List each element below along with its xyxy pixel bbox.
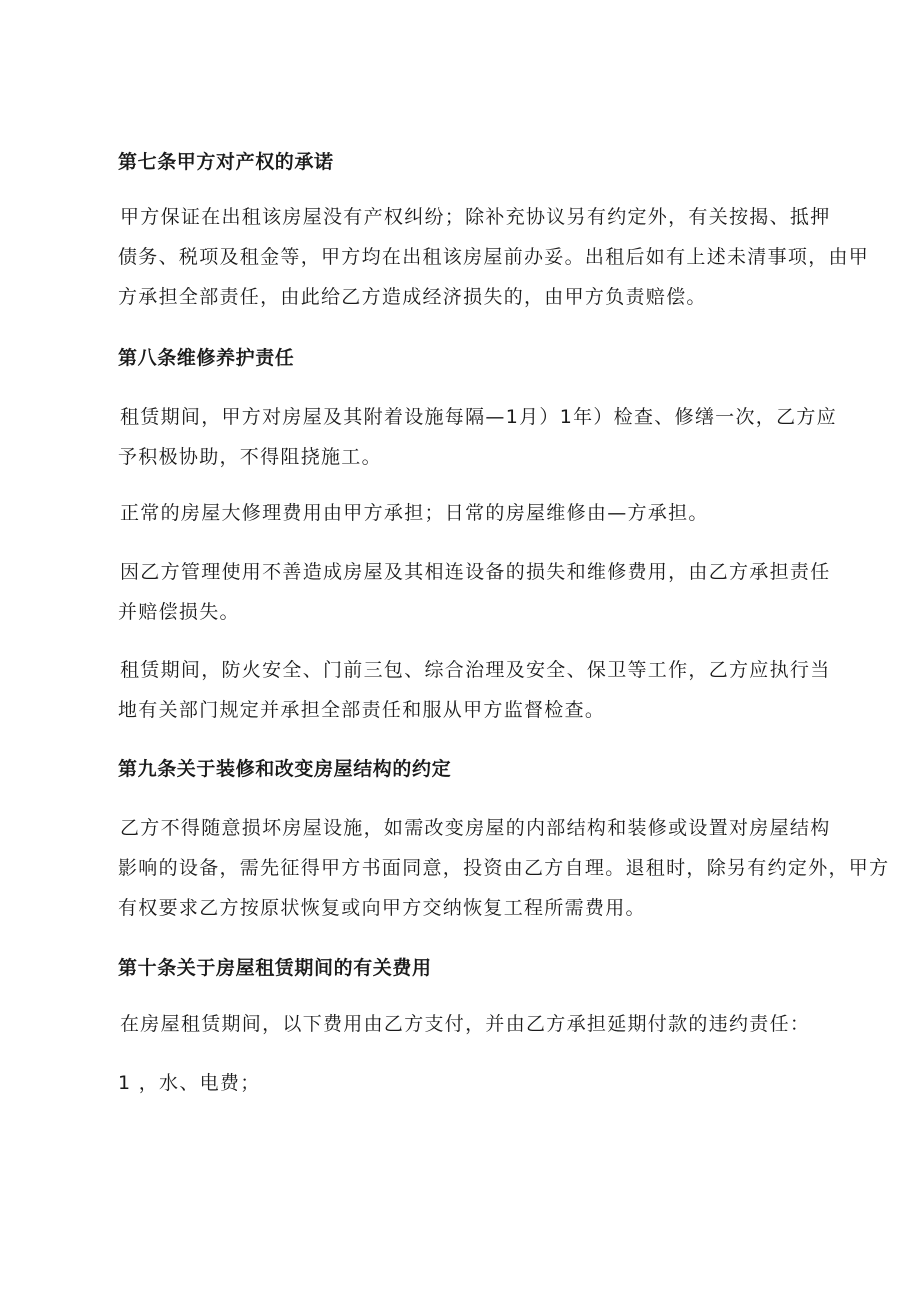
text-line: 因乙方管理使用不善造成房屋及其相连设备的损失和维修费用，由乙方承担责任 [120,561,831,583]
section-8-paragraph-1 [118,397,838,477]
text-line: 并赔偿损失。 [118,601,240,623]
text-line: 方承担全部责任，由此给乙方造成经济损失的，由甲方负责赔偿。 [118,286,707,308]
text-line: 有权要求乙方按原状恢复或向甲方交纳恢复工程所需费用。 [118,897,646,919]
section-heading-7: 第七条甲方对产权的承诺 [118,151,334,173]
section-heading-9: 第九条关于装修和改变房屋结构的约定 [118,758,452,780]
section-10-paragraph-1 [118,1004,838,1044]
text-line: 1 ，水、电费； [118,1072,261,1094]
section-8-paragraph-2 [118,493,838,533]
section-8-paragraph-4 [118,650,838,730]
text-line: 影响的设备，需先征得甲方书面同意，投资由乙方自理。退租时，除另有约定外，甲方 [118,857,890,879]
text-line: 正常的房屋大修理费用由甲方承担；日常的房屋维修由—方承担。 [120,502,709,524]
section-heading-8: 第八条维修养护责任 [118,347,295,369]
section-9-paragraph-1 [118,808,890,928]
section-7-paragraph-1 [118,197,870,317]
text-line: 乙方不得随意损坏房屋设施，如需改变房屋的内部结构和装修或设置对房屋结构 [120,817,831,839]
text-line: 予积极协助，不得阻挠施工。 [118,446,382,468]
text-line: 甲方保证在出租该房屋没有产权纠纷；除补充协议另有约定外，有关按揭、抵押 [120,206,831,228]
text-line: 租赁期间，防火安全、门前三包、综合治理及安全、保卫等工作，乙方应执行当 [120,659,831,681]
text-line: 地有关部门规定并承担全部责任和服从甲方监督检查。 [118,699,606,721]
text-line: 债务、税项及租金等，甲方均在出租该房屋前办妥。出租后如有上述未清事项，由甲 [118,246,870,268]
section-8-paragraph-3 [118,552,838,632]
text-line: 租赁期间，甲方对房屋及其附着设施每隔—1月）1年）检查、修缮一次，乙方应 [120,406,837,428]
section-10-list-item-1 [118,1063,838,1103]
text-line: 在房屋租赁期间，以下费用由乙方支付，并由乙方承担延期付款的违约责任： [120,1013,811,1035]
section-heading-10: 第十条关于房屋租赁期间的有关费用 [118,957,432,979]
